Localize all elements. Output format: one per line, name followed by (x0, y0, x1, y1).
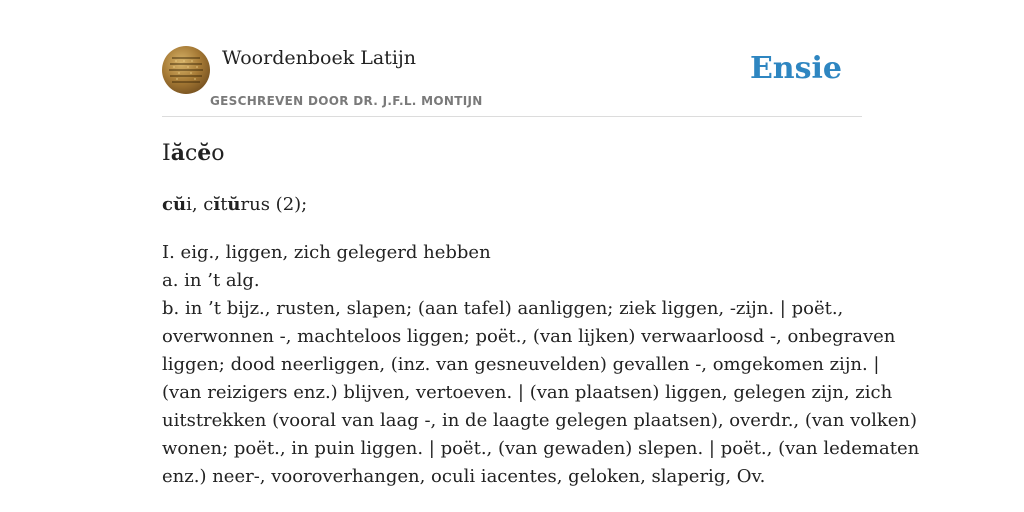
definition-line: I. eig., liggen, zich gelegerd hebben (162, 242, 491, 263)
headword-part: o (211, 141, 225, 166)
definition-line: (van reizigers enz.) blijven, vertoeven. | (van plaatsen) liggen, gelegen zijn, zich (162, 382, 893, 403)
headword-accent-part: ă (170, 140, 185, 166)
principal-parts (162, 194, 307, 215)
form-part: ĭ (213, 194, 221, 215)
ensie-logo[interactable]: Ensie (749, 51, 842, 86)
coin-inscription-icon[interactable] (162, 46, 210, 94)
definition-line: a. in ’t alg. (162, 270, 260, 291)
headword-part: c (184, 141, 198, 166)
definition-line: wonen; poët., in puin liggen. | poët., (van gewaden) slepen. | poët., (van ledematen (162, 438, 920, 459)
definition-line: b. in ’t bijz., rusten, slapen; (aan tafel) aanliggen; ziek liggen, -zijn. | poët., (162, 298, 844, 319)
headword-part: I (162, 141, 171, 166)
definition-line: liggen; dood neerliggen, (inz. van gesneuvelden) gevallen -, omgekomen zijn. | (162, 354, 880, 375)
form-part: ŭ (172, 194, 187, 215)
definition-line: uitstrekken (vooral van laag -, in de laagte gelegen plaatsen), overdr., (van volken) (162, 410, 918, 431)
headword (162, 140, 225, 166)
headword-accent-part: ĕ (197, 140, 212, 166)
form-part: rus (2); (240, 194, 308, 215)
dictionary-title[interactable]: Woordenboek Latijn (222, 47, 417, 69)
form-part: i, c (186, 194, 214, 215)
form-part: t (220, 194, 228, 215)
definition-text (162, 239, 920, 491)
author-byline[interactable]: GESCHREVEN DOOR DR. J.F.L. MONTIJN (210, 94, 483, 108)
definition-line: overwonnen -, machteloos liggen; poët., (van lijken) verwaarloosd -, onbegraven (162, 326, 896, 347)
form-part: c (162, 194, 173, 215)
form-part: ŭ (227, 194, 241, 215)
dictionary-header (162, 46, 862, 117)
definition-line: enz.) neer-, vooroverhangen, oculi iacentes, geloken, slaperig, Ov. (162, 466, 766, 487)
